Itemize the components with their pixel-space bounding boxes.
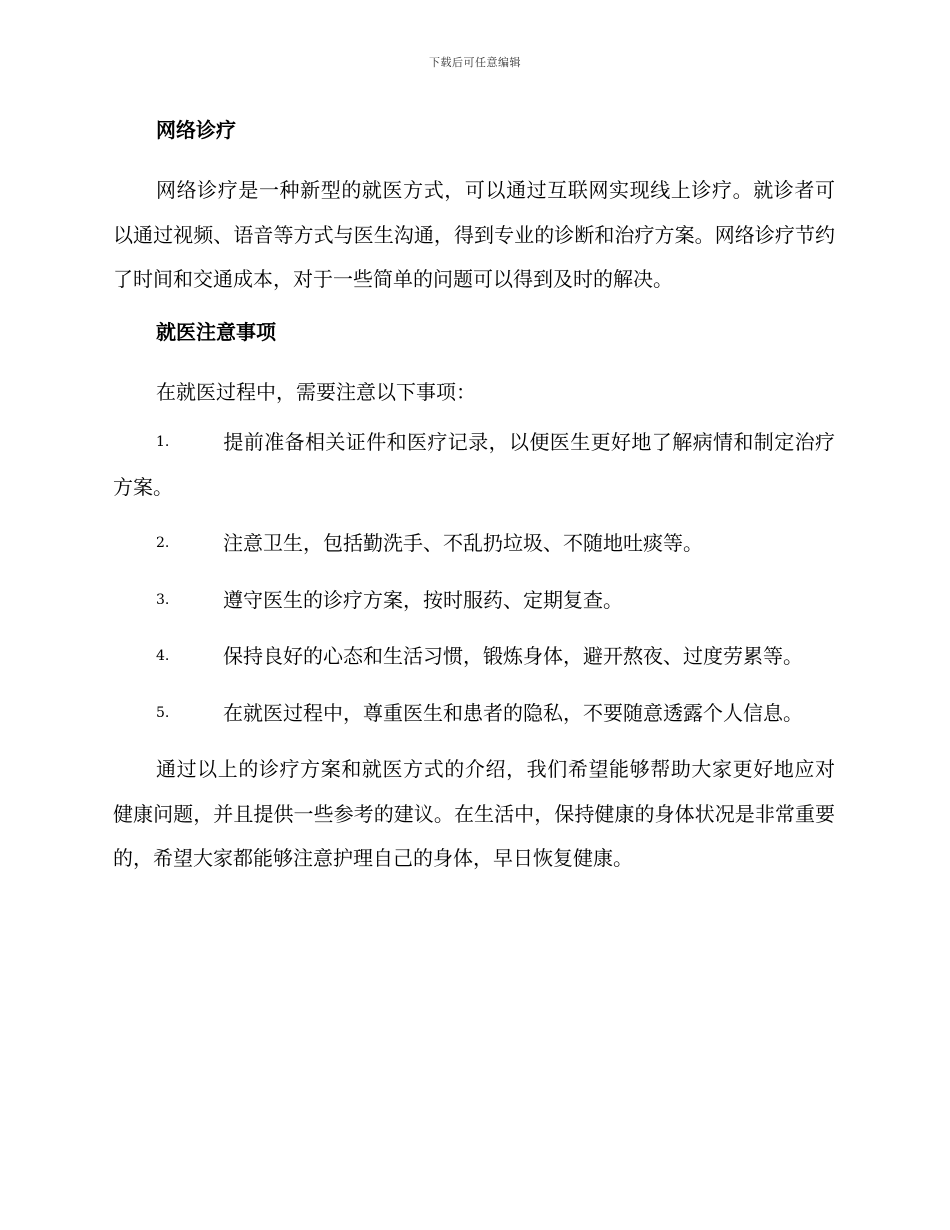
list-item — [113, 420, 835, 509]
list-item-text: 注意卫生，包括勤洗手、不乱扔垃圾、不随地吐痰等。 — [223, 531, 703, 555]
list-item-text: 遵守医生的诊疗方案，按时服药、定期复查。 — [223, 587, 623, 612]
list-item — [113, 634, 835, 679]
list-item-text: 保持良好的心态和生活习惯，锻炼身体，避开熬夜、过度劳累等。 — [223, 644, 803, 668]
list-item-text: 提前准备相关证件和医疗记录，以便医生更好地了解病情和制定治疗方案。 — [113, 430, 835, 499]
document-body — [113, 112, 835, 893]
list-item — [113, 691, 835, 736]
list-item-number: 3. — [156, 591, 170, 608]
header-note: 下载后可任意编辑 — [429, 56, 521, 69]
list-item-number: 1. — [156, 434, 170, 450]
list-item-number: 5. — [156, 704, 170, 721]
conclusion-paragraph: 通过以上的诊疗方案和就医方式的介绍，我们希望能够帮助大家更好地应对健康问题，并且提供一些参考的建议。在生活中，保持健康的身体状况是非常重要的，希望大家都能够注意护理自己的身体，早日恢复健康。 — [113, 757, 835, 870]
list-item — [113, 578, 835, 623]
precautions-intro: 在就医过程中，需要注意以下事项： — [156, 379, 476, 404]
list-item-number: 2. — [156, 535, 170, 551]
section-title-online-diagnosis: 网络诊疗 — [156, 118, 236, 142]
list-item-number: 4. — [156, 648, 170, 664]
list-item — [113, 521, 835, 566]
online-diagnosis-paragraph: 网络诊疗是一种新型的就医方式，可以通过互联网实现线上诊疗。就诊者可以通过视频、语音等方式与医生沟通，得到专业的诊断和治疗方案。网络诊疗节约了时间和交通成本，对于一些简单的问题可以得到及时的解决。 — [113, 178, 835, 291]
precautions-list — [113, 420, 835, 735]
section-title-precautions: 就医注意事项 — [156, 319, 276, 344]
list-item-text: 在就医过程中，尊重医生和患者的隐私，不要随意透露个人信息。 — [223, 700, 803, 725]
